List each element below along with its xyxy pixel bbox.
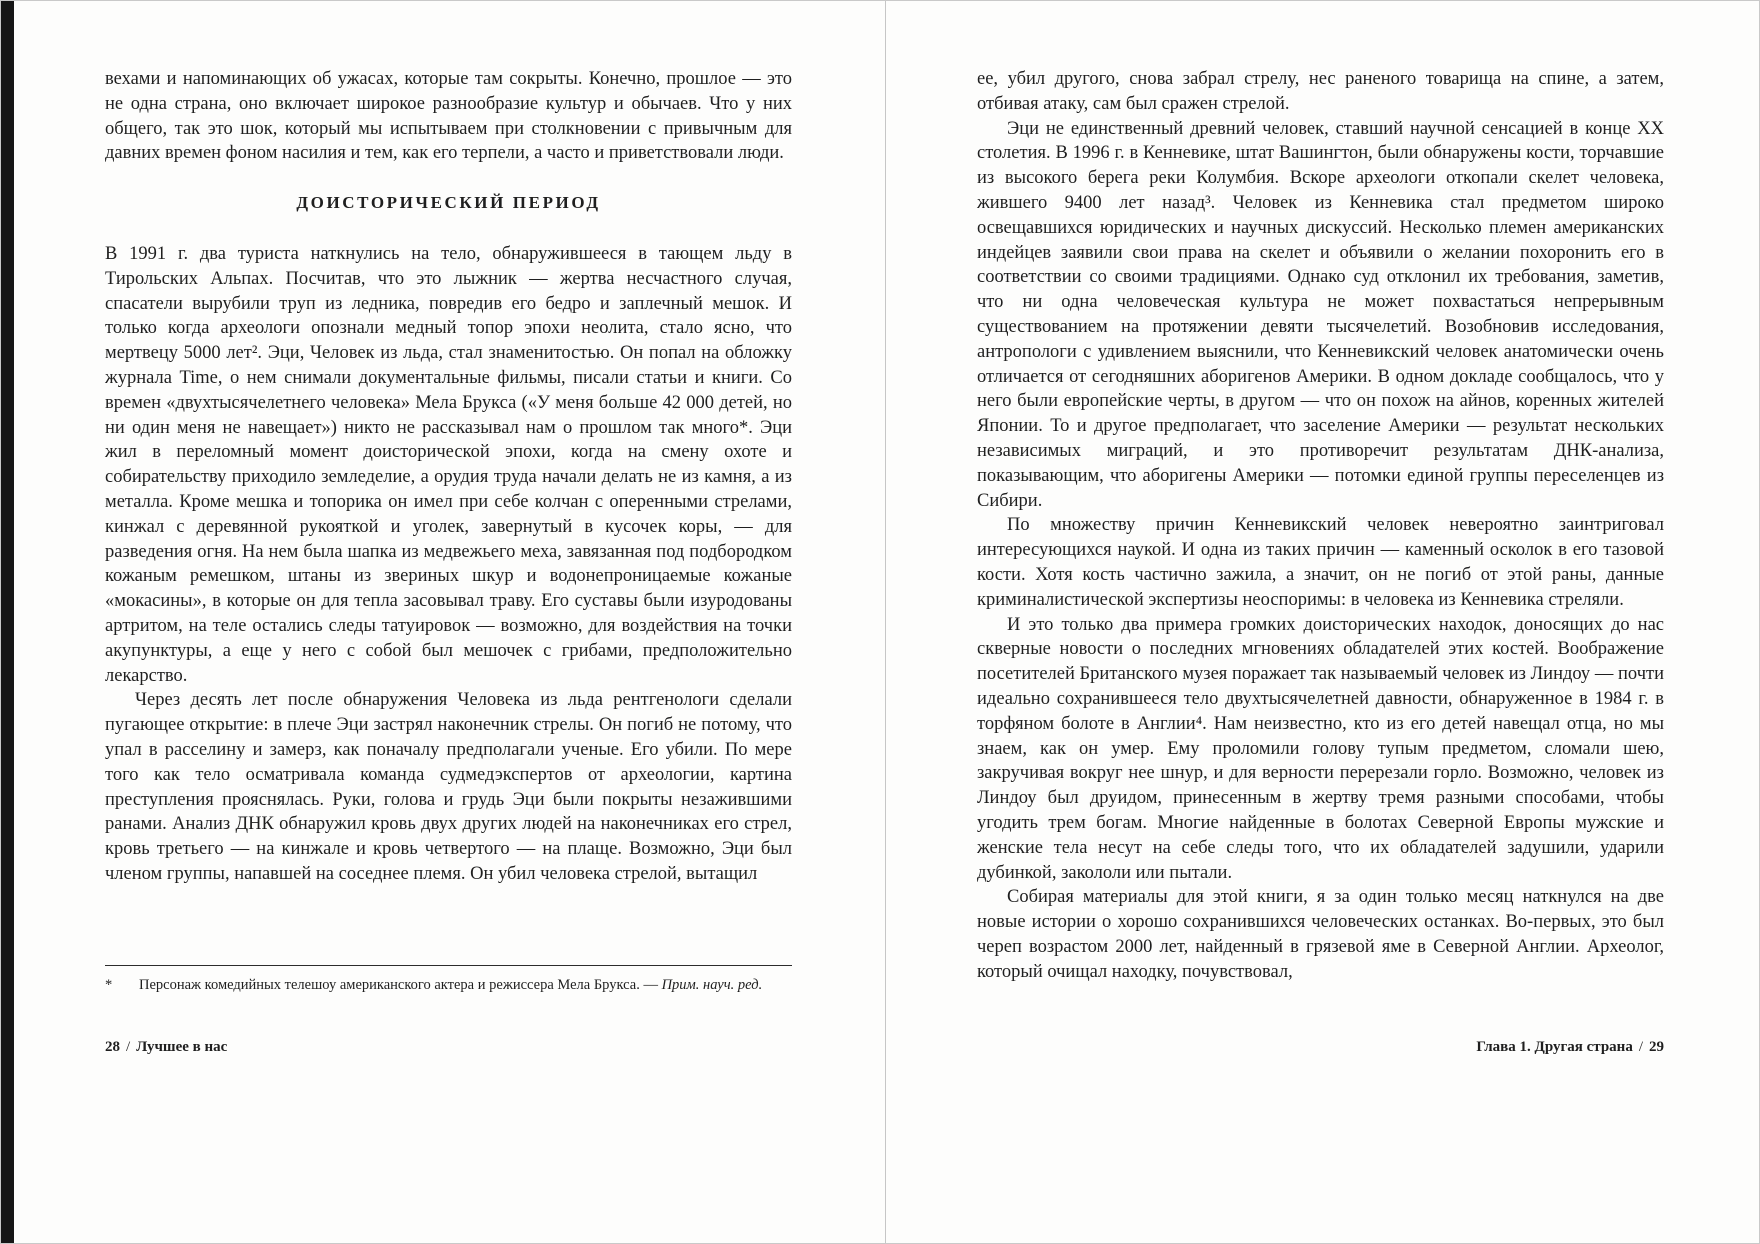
left-edge-bar [1,1,14,1243]
chapter-title: Глава 1. Другая страна [1476,1039,1633,1055]
footnote-block [105,965,792,996]
book-title: Лучшее в нас [136,1039,228,1055]
footnote-divider [105,965,792,966]
footnote-marker: * [105,977,113,993]
page-right [977,67,1664,984]
footnote-text [139,975,792,996]
continuation-paragraph: вехами и напоминающих об ужасах, которые там сокрыты. Конечно, прошлое — это не одна страна, оно включает широкое разнообразие культур и обычаев. Что у них общего, так это шок, который мы испытываем при столкновении с привычным для давних времен фоном насилия и тем, как его терпели, а часто и приветствовали люди. [105,69,792,164]
paragraph: По множеству причин Кенневикский человек невероятно заинтриговал интересующихся наукой. И одна из таких причин — каменный осколок в его тазовой кости. Хотя кость частично зажила, а значит, он не погиб от этой раны, данные криминалистической экспертизы неоспоримы: в человека из Кенневика стреляли. [977,515,1664,610]
page-footer-right [977,1039,1664,1056]
paragraph: Через десять лет после обнаружения Человека из льда рентгенологи сделали пугающее открытие: в плече Эци застрял наконечник стрелы. Он погиб не потому, что упал в расселину и замерз, как поначалу предполагали ученые. Его убили. По мере того как тело осматривала команда судмедэкспертов от археологии, картина преступления прояснялась. Руки, голова и грудь Эци были покрыты незажившими ранами. Анализ ДНК обнаружил кровь двух других людей на наконечниках его стрел, кровь третьего — на кинжале и кровь четвертого — на плаще. Возможно, Эци был членом группы, напавшей на соседнее племя. Он убил человека стрелой, вытащил [105,690,792,884]
paragraph: Эци не единственный древний человек, ставший научной сенсацией в конце XX столетия. В 1996 г. в Кенневике, штат Вашингтон, были обнаружены кости, торчавшие из высокого берега реки Колумбия. Вскоре археологи откопали скелет человека, жившего 9400 лет назад³. Человек из Кенневика стал предметом широко освещавшихся юридических и научных дискуссий. Несколько племен американских индейцев заявили свои права на скелет и объявили о желании похоронить его в соответствии со своими традициями. Однако суд отклонил их требования, заметив, что ни одна человеческая культура не может похвастаться непрерывным существованием на протяжении девяти тысячелетий. Возобновив исследования, антропологи с удивлением выяснили, что Кенневикский человек анатомически очень отличается от сегодняшних аборигенов Америки. В одном докладе сообщалось, что у него были европейские черты, в другом — что он похож на айнов, коренных жителей Японии. То и другое предполагает, что заселение Америки — результат нескольких независимых миграций, и это противоречит результатам ДНК-анализа, показывающим, что аборигены Америки — потомки единой группы переселенцев из Сибири. [977,118,1664,511]
page-number-right: 29 [1649,1039,1664,1055]
section-heading: ДОИСТОРИЧЕСКИЙ ПЕРИОД [296,193,601,213]
continuation-paragraph: ее, убил другого, снова забрал стрелу, нес раненого товарища на спине, а затем, отбивая атаку, сам был сражен стрелой. [977,69,1664,114]
page-left [105,67,792,887]
footnote [105,975,792,996]
page-footer-left [105,1039,227,1056]
paragraph: Собирая материалы для этой книги, я за один только месяц наткнулся на две новые истории о хорошо сохранившихся человеческих останках. Во-первых, это был череп возрастом 2000 лет, найденный в грязевой яме в Северной Англии. Археолог, который очищал находку, почувствовал, [977,887,1664,982]
footer-separator: / [1638,1039,1643,1055]
paragraph: В 1991 г. два туриста наткнулись на тело, обнаружившееся в тающем льду в Тирольских Альпах. Посчитав, что это лыжник — жертва несчастного случая, спасатели вырубили труп из ледника, повредив его бедро и заплечный мешок. И только когда археологи опознали медный топор эпохи неолита, стало ясно, что мертвецу 5000 лет². Эци, Человек из льда, стал знаменитостью. Он попал на обложку журнала Time, о нем снимали документальные фильмы, писали статьи и книги. Со времен «двухтысячелетнего человека» Мела Брукса («У меня больше 42 000 детей, но ни один меня не навещает») никто не рассказывал нам о прошлом так много*. Эци жил в переломный момент доисторической эпохи, когда на смену охоте и собирательству приходило земледелие, а орудия труда начали делать не из камня, а из металла. Кроме мешка и топорика он имел при себе колчан с оперенными стрелами, кинжал с деревянной рукояткой и уголек, завернутый в кусочек коры, — для разведения огня. На нем была шапка из медвежьего меха, завязанная под подбородком кожаным ремешком, штаны из звериных шкур и водонепроницаемые кожаные «мокасины», в которые он для тепла засовывал траву. Его суставы были изуродованы артритом, на теле остались следы татуировок — возможно, для воздействия на точки акупунктуры, а еще у него с собой был мешочек с грибами, предположительно лекарство. [105,243,792,686]
footnote-editor-note: Прим. науч. ред. [661,977,763,993]
paragraph: И это только два примера громких доисторических находок, доносящих до нас скверные новости о последних мгновениях обладателей этих костей. Воображение посетителей Британского музея поражает так называемый человек из Линдоу — почти идеально сохранившееся тело двухтысячелетней давности, обнаруженное в 1984 г. в торфяном болоте в Англии⁴. Нам неизвестно, кто из его детей навещал отца, но мы знаем, как он умер. Ему проломили голову тупым предметом, сломали шею, закручивая вокруг нее шнур, и для верности перерезали горло. Возможно, человек из Линдоу был друидом, принесенным в жертву тремя разными способами, чтобы угодить трем богам. Многие найденные в болотах Северной Европы мужские и женские тела несут на себе следы того, что их обладателей задушили, ударили дубинкой, закололи или пытали. [977,614,1664,883]
footer-separator: / [126,1039,131,1055]
footnote-text-main: Персонаж комедийных телешоу американского актера и режиссера Мела Брукса. — [139,977,662,993]
page-number-left: 28 [105,1039,120,1055]
page-divider [885,1,886,1243]
